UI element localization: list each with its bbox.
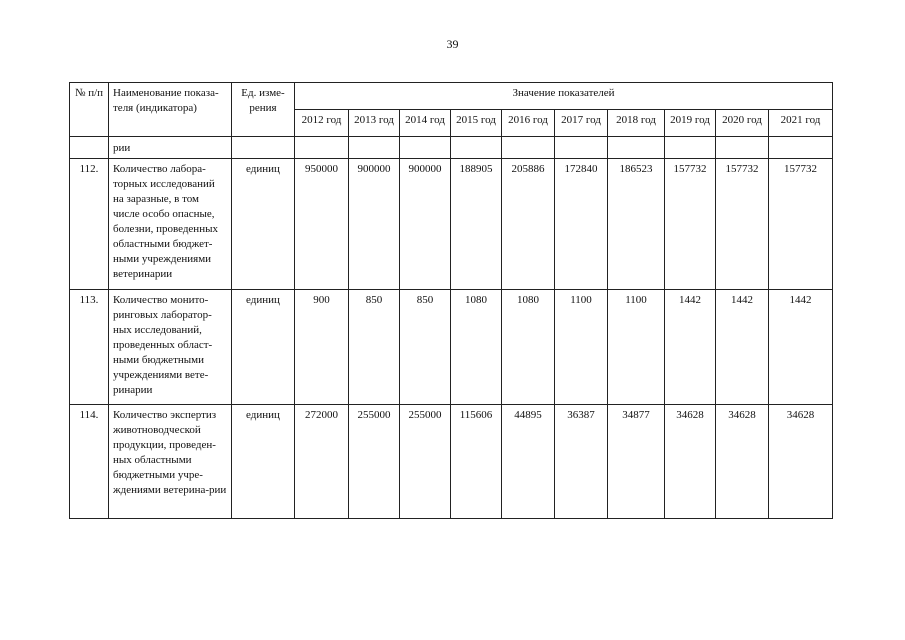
- cell-value: [716, 137, 769, 159]
- cell-value: [451, 137, 502, 159]
- column-header-year: 2016 год: [502, 110, 555, 137]
- cell-value: 188905: [451, 159, 502, 290]
- column-header-values-group: Значение показателей: [295, 83, 833, 110]
- table-row-continuation: [70, 137, 833, 159]
- column-header-year: 2012 год: [295, 110, 349, 137]
- column-header-year: 2021 год: [769, 110, 833, 137]
- cell-num: 114.: [70, 405, 109, 519]
- column-header-year: 2013 год: [349, 110, 400, 137]
- table-row: [70, 290, 833, 405]
- cell-value: 1100: [608, 290, 665, 405]
- cell-value: 1080: [502, 290, 555, 405]
- cell-value: 115606: [451, 405, 502, 519]
- cell-num: [70, 137, 109, 159]
- cell-value: 34628: [716, 405, 769, 519]
- cell-value: 1080: [451, 290, 502, 405]
- indicators-table: [69, 82, 833, 519]
- cell-value: 900000: [349, 159, 400, 290]
- cell-value: 34877: [608, 405, 665, 519]
- cell-value: 157732: [769, 159, 833, 290]
- cell-value: 1442: [665, 290, 716, 405]
- cell-value: 172840: [555, 159, 608, 290]
- cell-name: Количество монито-ринговых лаборатор-ных исследований, проведенных област-ными бюджетными учреждениями вете-ринарии: [109, 290, 232, 405]
- column-header-year: 2020 год: [716, 110, 769, 137]
- cell-value: 850: [349, 290, 400, 405]
- page-number: 39: [446, 37, 459, 51]
- table-row: [70, 405, 833, 519]
- column-header-year: 2018 год: [608, 110, 665, 137]
- cell-value: 900: [295, 290, 349, 405]
- cell-value: [349, 137, 400, 159]
- cell-value: 186523: [608, 159, 665, 290]
- cell-value: 34628: [665, 405, 716, 519]
- cell-unit: единиц: [232, 405, 295, 519]
- cell-value: 1100: [555, 290, 608, 405]
- cell-name: рии: [109, 137, 232, 159]
- table-row: [70, 159, 833, 290]
- cell-value: 36387: [555, 405, 608, 519]
- cell-unit: [232, 137, 295, 159]
- cell-num: 113.: [70, 290, 109, 405]
- cell-value: 900000: [400, 159, 451, 290]
- cell-value: [769, 137, 833, 159]
- cell-value: 850: [400, 290, 451, 405]
- header-row: [70, 83, 833, 110]
- column-header-num: № п/п: [70, 83, 109, 137]
- cell-value: 157732: [665, 159, 716, 290]
- cell-value: [665, 137, 716, 159]
- cell-value: 255000: [349, 405, 400, 519]
- cell-value: 44895: [502, 405, 555, 519]
- cell-value: 255000: [400, 405, 451, 519]
- cell-num: 112.: [70, 159, 109, 290]
- column-header-year: 2019 год: [665, 110, 716, 137]
- cell-value: [295, 137, 349, 159]
- cell-name: Количество лабора-торных исследований на заразные, в том числе особо опасные, болезни, проведенных областными бюджет-ными учреждениями ветеринарии: [109, 159, 232, 290]
- cell-unit: единиц: [232, 290, 295, 405]
- column-header-year: 2015 год: [451, 110, 502, 137]
- cell-value: 157732: [716, 159, 769, 290]
- cell-value: [555, 137, 608, 159]
- column-header-year: 2014 год: [400, 110, 451, 137]
- cell-value: 1442: [716, 290, 769, 405]
- cell-value: [400, 137, 451, 159]
- cell-name: Количество экспертиз животноводческой продукции, проведен-ных областными бюджетными учре-ждениями ветерина-рии: [109, 405, 232, 519]
- cell-value: 272000: [295, 405, 349, 519]
- cell-value: 1442: [769, 290, 833, 405]
- column-header-name: Наименование показа-теля (индикатора): [109, 83, 232, 137]
- cell-value: [502, 137, 555, 159]
- cell-value: [608, 137, 665, 159]
- cell-unit: единиц: [232, 159, 295, 290]
- cell-value: 950000: [295, 159, 349, 290]
- cell-value: 205886: [502, 159, 555, 290]
- column-header-year: 2017 год: [555, 110, 608, 137]
- column-header-unit: Ед. изме-рения: [232, 83, 295, 137]
- cell-value: 34628: [769, 405, 833, 519]
